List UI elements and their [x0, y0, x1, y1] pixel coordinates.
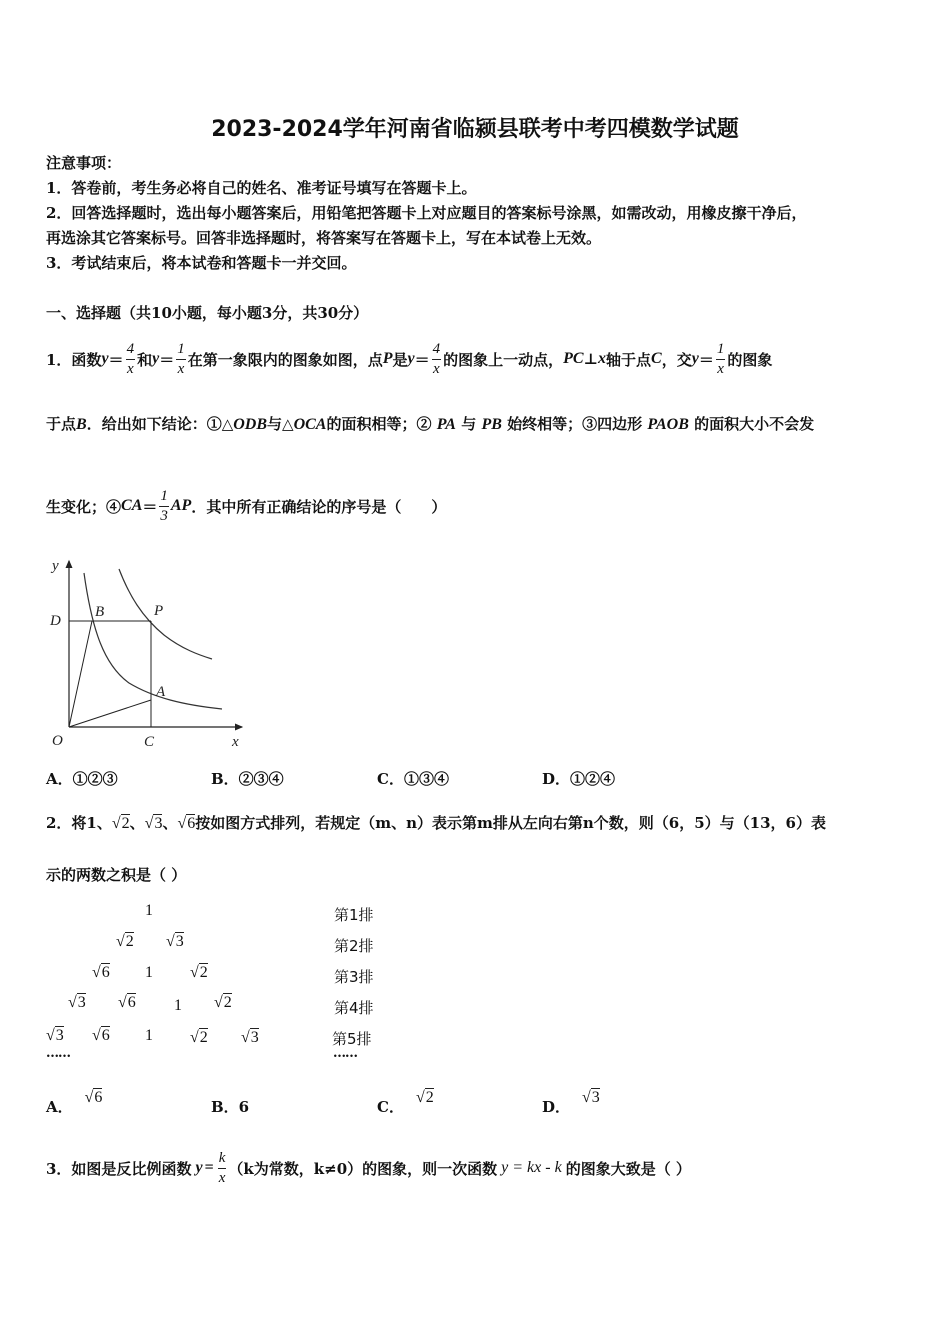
q2-option-c[interactable]	[377, 1086, 434, 1116]
q3-a: 3．如图是反比例函数	[46, 1159, 192, 1178]
q2-option-d-label: D．	[542, 1098, 571, 1116]
q1-option-a[interactable]: A．①②③	[46, 770, 118, 788]
q1-option-d[interactable]: D．①②④	[542, 770, 616, 788]
q1-frac-one-third: $\frac{1}{3}$	[160, 487, 168, 524]
q2-sqrt3: √3	[144, 815, 163, 832]
notice-line-2b: 再选涂其它答案标号。回答非选择题时，将答案写在答题卡上，写在本试卷上无效。	[46, 229, 602, 247]
label-y: y	[52, 558, 59, 574]
tri-2-1: √2	[116, 933, 134, 950]
q1-eq-d: ＝	[698, 350, 714, 369]
q1-num: 1．函数	[46, 350, 102, 369]
tri-dots-left: ……	[46, 1046, 70, 1061]
q2-b: 按如图方式排列，若规定（m、n）表示第m排从左向右第n个数，则（6，5）与（13，6）表	[195, 814, 826, 832]
q2-sep-1: 、	[129, 814, 145, 832]
curve-4-over-x	[119, 569, 212, 659]
q2-option-d[interactable]	[542, 1086, 600, 1116]
q1-eq-a: ＝	[108, 350, 124, 369]
q1-l3-b: ．其中所有正确结论的序号是（ ）	[191, 497, 447, 516]
q1-text-3: 轴于点	[606, 350, 652, 369]
q1-l3-a: 生变化；④	[46, 497, 122, 516]
q1-y-c: y	[407, 350, 415, 367]
q3-line-1	[46, 1143, 691, 1193]
q1-perp: ⊥	[583, 350, 599, 368]
q1-PC: PC	[563, 350, 584, 367]
q1-option-c[interactable]: C．①③④	[377, 770, 449, 788]
q1-y-a: y	[101, 350, 109, 367]
q2-sqrt2: √2	[111, 815, 130, 832]
tri-4-4: √2	[214, 994, 232, 1011]
tri-4-2: √6	[118, 994, 136, 1011]
q1-line-3	[46, 478, 446, 534]
q1-eq-b: ＝	[159, 350, 175, 369]
tri-3-1: √6	[92, 964, 110, 981]
q1-l2-PB: PB	[481, 416, 502, 433]
q1-option-b[interactable]: B．②③④	[211, 770, 284, 788]
q1-frac-1x-a: $\frac{1}{x}$	[177, 340, 185, 377]
q3-b: （k为常数，k≠0）的图象，则一次函数	[228, 1159, 498, 1178]
q3-y: y	[195, 1159, 203, 1176]
q1-frac-1x-b: $\frac{1}{x}$	[716, 340, 725, 377]
tri-5-5: √3	[241, 1029, 259, 1046]
tri-5-2: √6	[92, 1027, 110, 1044]
notice-line-3: 3．考试结束后，将本试卷和答题卡一并交回。	[46, 254, 357, 272]
q1-y-b: y	[152, 350, 160, 367]
q1-text-1: 在第一象限内的图象如图，点	[187, 350, 383, 369]
q1-text-5: 的图象	[727, 350, 773, 369]
tri-2-2: √3	[166, 933, 184, 950]
q1-l2-PA: PA	[436, 416, 456, 433]
q1-l2-B: B	[76, 416, 87, 433]
notice-line-1: 1．答卷前，考生务必将自己的姓名、准考证号填写在答题卡上。	[46, 179, 477, 197]
segment-OA	[69, 700, 151, 727]
tri-3-3: √2	[190, 964, 208, 981]
q1-is: 是	[392, 350, 408, 369]
q1-line-1	[46, 332, 772, 386]
tri-4-3: 1	[174, 997, 182, 1014]
row-label-1: 第1排	[334, 906, 374, 924]
q1-eq-c: ＝	[414, 350, 430, 369]
q2-option-a-label: A．	[46, 1098, 73, 1116]
label-B: B	[95, 604, 105, 620]
q1-line-2	[46, 413, 814, 434]
q1-frac-4x-b: $\frac{4}{x}$	[432, 340, 441, 377]
notice-heading: 注意事项：	[46, 154, 122, 172]
label-P: P	[154, 603, 164, 619]
q1-and: 和	[137, 350, 153, 369]
q1-figure	[44, 555, 254, 755]
q2-line-2: 示的两数之积是（ ）	[46, 866, 187, 884]
q2-sqrt6: √6	[177, 815, 196, 832]
row-label-5: 第5排	[332, 1030, 372, 1048]
tri-4-1: √3	[68, 994, 86, 1011]
q1-x: x	[598, 350, 607, 367]
q1-l2-e: 与	[461, 415, 477, 433]
q2-option-b[interactable]: B．6	[211, 1098, 250, 1116]
label-O: O	[52, 733, 63, 749]
tri-5-1: √3	[46, 1027, 64, 1044]
q1-l2-a: 于点	[46, 415, 77, 433]
q1-l2-g: 的面积大小不会发	[694, 415, 815, 433]
q1-l2-OCA: OCA	[293, 416, 327, 433]
row-label-3: 第3排	[334, 968, 374, 986]
q1-l2-c: 与△	[267, 415, 294, 433]
tri-dots-right: ……	[333, 1046, 357, 1061]
segment-OB	[69, 621, 92, 727]
tri-3-2: 1	[145, 964, 153, 981]
q2-option-a-value: √6	[84, 1089, 103, 1106]
label-x: x	[232, 734, 239, 750]
q2-option-d-value: √3	[582, 1089, 600, 1106]
row-label-2: 第2排	[334, 937, 374, 955]
q1-l2-f: 始终相等；③四边形	[507, 415, 643, 433]
row-label-4: 第4排	[334, 999, 374, 1017]
q3-eq: =	[204, 1159, 214, 1176]
tri-5-3: 1	[145, 1027, 153, 1044]
q1-l2-b: ．给出如下结论：①△	[86, 415, 234, 433]
q1-C: C	[651, 350, 662, 367]
notice-line-2a: 2．回答选择题时，选出每小题答案后，用铅笔把答题卡上对应题目的答案标号涂黑，如需改动，用橡皮擦干净后，	[46, 204, 807, 222]
curve-1-over-x	[84, 573, 222, 709]
q1-text-2: 的图象上一动点，	[443, 350, 564, 369]
q1-P: P	[382, 350, 393, 367]
q2-option-a[interactable]	[46, 1086, 102, 1116]
q1-frac-4x-a: $\frac{4}{x}$	[126, 340, 135, 377]
q1-l3-eq: ＝	[142, 497, 158, 516]
q2-line-1	[46, 812, 826, 833]
tri-1-1: 1	[145, 902, 153, 919]
q3-frac-k-x: $\frac{k}{x}$	[218, 1149, 226, 1186]
q2-a: 2．将1、	[46, 814, 112, 832]
tri-5-4: √2	[190, 1029, 208, 1046]
q1-y-d: y	[691, 350, 699, 367]
q1-l3-CA: CA	[121, 497, 143, 514]
page-title: 2023-2024学年河南省临颍县联考中考四模数学试题	[211, 117, 739, 142]
q1-l2-ODB: ODB	[233, 416, 268, 433]
q2-option-c-label: C．	[377, 1098, 404, 1116]
q1-l2-d: 的面积相等；②	[326, 415, 432, 433]
q1-l3-AP: AP	[170, 497, 192, 514]
q2-option-c-value: √2	[415, 1089, 434, 1106]
label-C: C	[144, 734, 155, 750]
q3-linear-expr: y = kx - k	[501, 1159, 562, 1176]
section-heading: 一、选择题（共10小题，每小题3分，共30分）	[46, 304, 369, 322]
q2-sep-2: 、	[162, 814, 178, 832]
q1-l2-PAOB: PAOB	[647, 416, 689, 433]
q3-c: 的图象大致是（ ）	[565, 1159, 691, 1178]
q1-text-4: ，交	[661, 350, 692, 369]
label-D: D	[50, 613, 61, 629]
label-A: A	[156, 684, 166, 700]
